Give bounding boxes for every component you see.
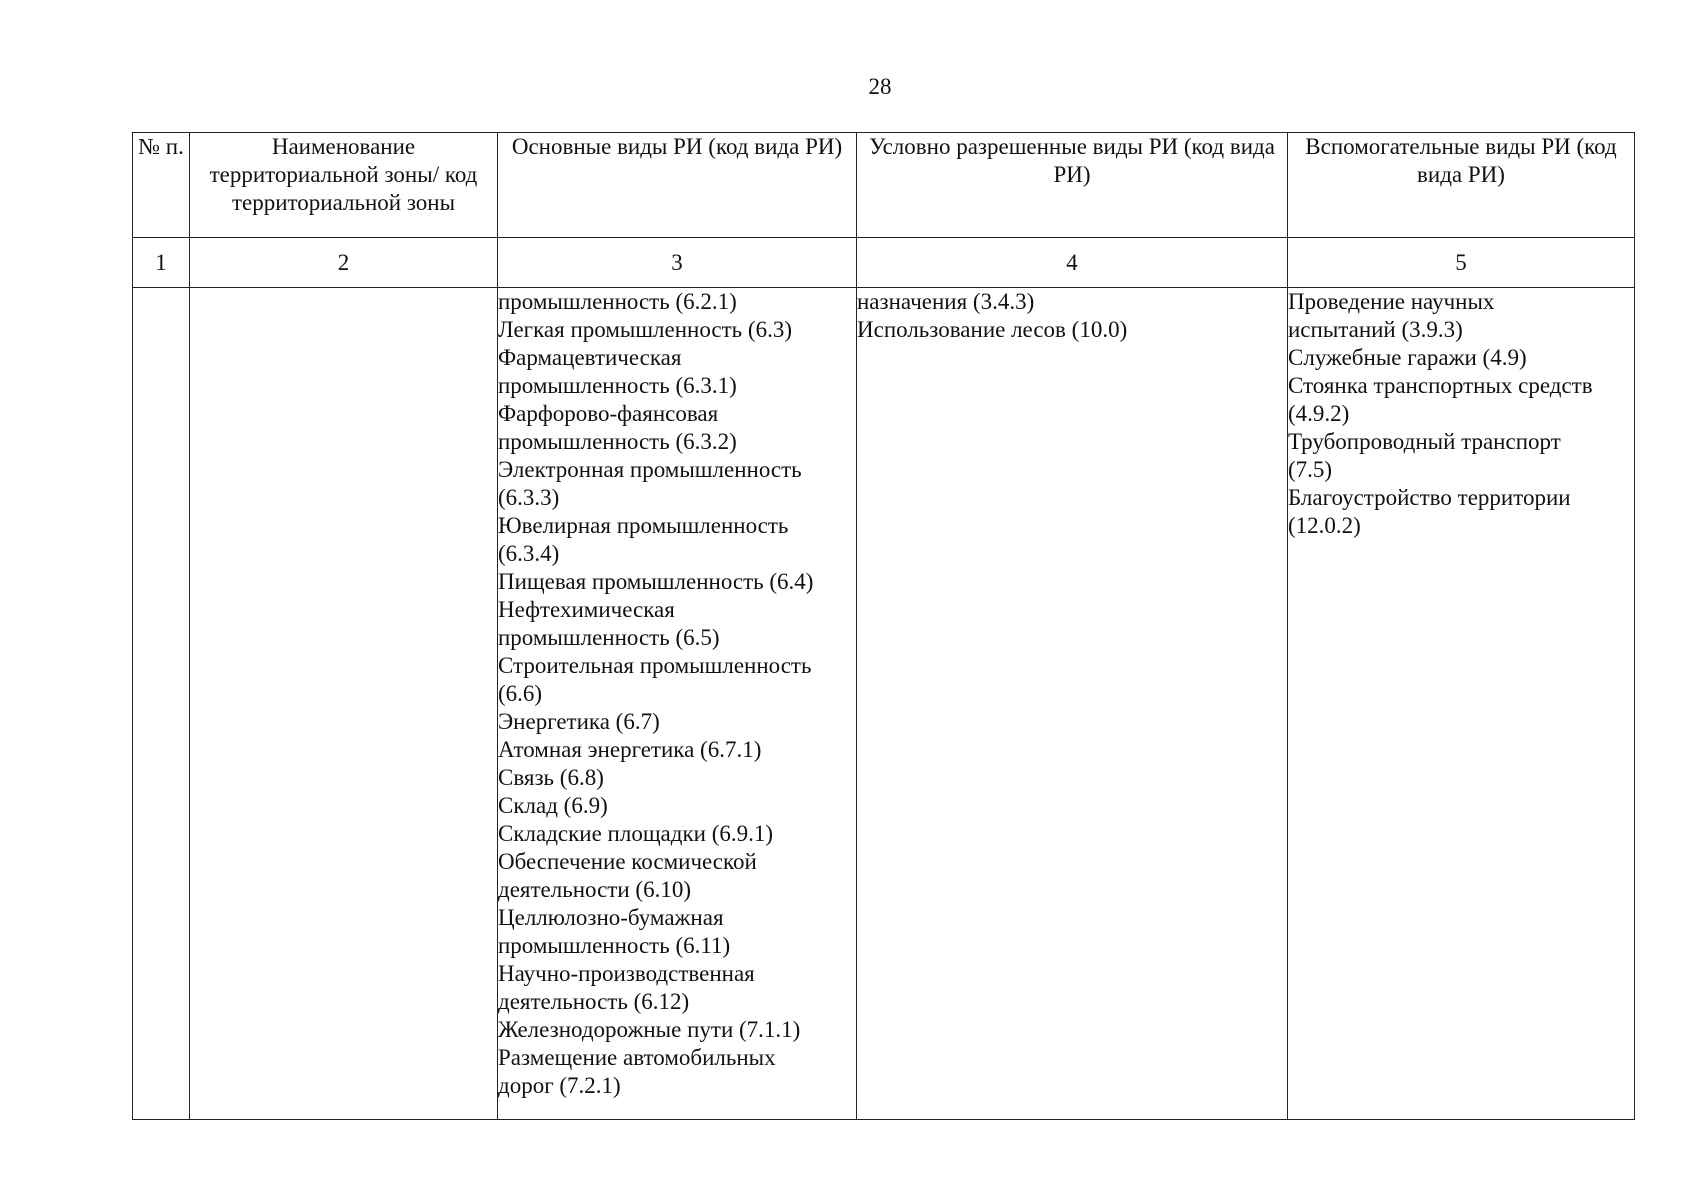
cell-line: промышленность (6.5) bbox=[498, 625, 720, 650]
header-number: № п. bbox=[133, 133, 190, 238]
header-main-types: Основные виды РИ (код вида РИ) bbox=[498, 133, 857, 238]
cell-line: промышленность (6.3.1) bbox=[498, 373, 737, 398]
cell-line: промышленность (6.3.2) bbox=[498, 429, 737, 454]
cell-line: Научно-производственная bbox=[498, 961, 755, 986]
cell-line: Легкая промышленность (6.3) bbox=[498, 317, 792, 342]
cell-line: Железнодорожные пути (7.1.1) bbox=[498, 1017, 801, 1042]
cell-line: (4.9.2) bbox=[1288, 401, 1350, 426]
cell-line: Целлюлозно-бумажная bbox=[498, 905, 724, 930]
table-header-row bbox=[133, 133, 1635, 238]
cell-line: Фарфорово-фаянсовая bbox=[498, 401, 719, 426]
cell-line: Пищевая промышленность (6.4) bbox=[498, 569, 814, 594]
column-number-4: 4 bbox=[857, 238, 1288, 288]
cell-conditional-types bbox=[857, 288, 1288, 1120]
page-number: 28 bbox=[868, 74, 892, 99]
cell-main-types bbox=[498, 288, 857, 1120]
cell-auxiliary-types bbox=[1288, 288, 1635, 1120]
cell-line: Трубопроводный транспорт bbox=[1288, 429, 1561, 454]
cell-line: Благоустройство территории bbox=[1288, 485, 1571, 510]
column-number-2: 2 bbox=[190, 238, 498, 288]
cell-line: (6.6) bbox=[498, 681, 543, 706]
cell-line: Размещение автомобильных bbox=[498, 1045, 776, 1070]
cell-line: Использование лесов (10.0) bbox=[857, 317, 1128, 342]
cell-line: Проведение научных bbox=[1288, 289, 1495, 314]
cell-line: Фармацевтическая bbox=[498, 345, 682, 370]
cell-line: (7.5) bbox=[1288, 457, 1333, 482]
header-zone-name: Наименование территориальной зоны/ код территориальной зоны bbox=[190, 133, 498, 238]
cell-line: Электронная промышленность bbox=[498, 457, 802, 482]
table-row bbox=[133, 288, 1635, 1120]
cell-line: Обеспечение космической bbox=[498, 849, 757, 874]
column-number-row bbox=[133, 238, 1635, 288]
cell-line: Атомная энергетика (6.7.1) bbox=[498, 737, 762, 762]
cell-line: испытаний (3.9.3) bbox=[1288, 317, 1463, 342]
column-number-3: 3 bbox=[498, 238, 857, 288]
cell-zone-name bbox=[190, 288, 498, 1120]
column-number-1: 1 bbox=[133, 238, 190, 288]
cell-line: деятельности (6.10) bbox=[498, 877, 691, 902]
cell-line: деятельность (6.12) bbox=[498, 989, 690, 1014]
cell-line: Нефтехимическая bbox=[498, 597, 675, 622]
cell-line: Связь (6.8) bbox=[498, 765, 604, 790]
cell-line: (6.3.4) bbox=[498, 541, 560, 566]
cell-line: Ювелирная промышленность bbox=[498, 513, 789, 538]
cell-line: Энергетика (6.7) bbox=[498, 709, 660, 734]
cell-line: назначения (3.4.3) bbox=[857, 289, 1035, 314]
header-auxiliary-types: Вспомогательные виды РИ (код вида РИ) bbox=[1288, 133, 1635, 238]
cell-line: дорог (7.2.1) bbox=[498, 1073, 621, 1098]
column-number-5: 5 bbox=[1288, 238, 1635, 288]
cell-line: промышленность (6.2.1) bbox=[498, 289, 737, 314]
cell-line: Склад (6.9) bbox=[498, 793, 608, 818]
cell-line: промышленность (6.11) bbox=[498, 933, 731, 958]
cell-line: (6.3.3) bbox=[498, 485, 560, 510]
cell-line: (12.0.2) bbox=[1288, 513, 1361, 538]
header-conditional-types: Условно разрешенные виды РИ (код вида РИ) bbox=[857, 133, 1288, 238]
cell-line: Складские площадки (6.9.1) bbox=[498, 821, 774, 846]
land-use-table bbox=[132, 132, 1635, 1120]
cell-number bbox=[133, 288, 190, 1120]
cell-line: Строительная промышленность bbox=[498, 653, 812, 678]
cell-line: Стоянка транспортных средств bbox=[1288, 373, 1593, 398]
cell-line: Служебные гаражи (4.9) bbox=[1288, 345, 1527, 370]
